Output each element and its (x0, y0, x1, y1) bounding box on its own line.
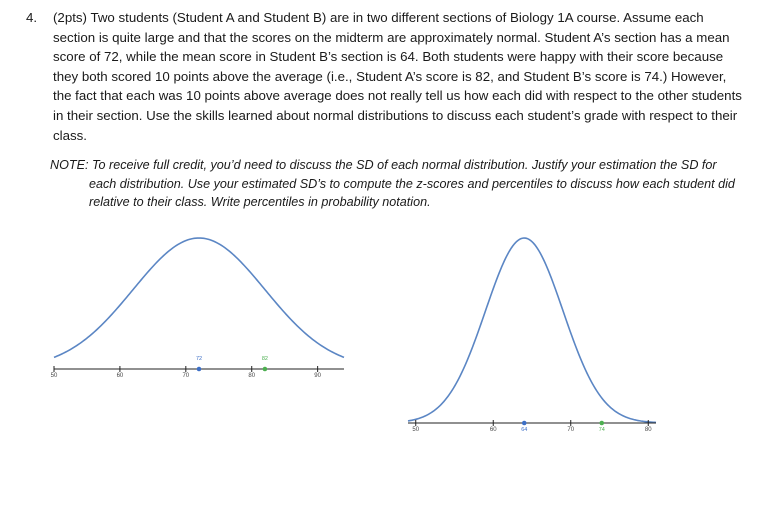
note-block (50, 156, 740, 212)
mean-point-label: 72 (195, 356, 203, 362)
tick-label: 50 (50, 373, 58, 379)
tick-label: 70 (182, 373, 190, 379)
mean-point (522, 421, 527, 426)
question-text: (2pts) Two students (Student A and Student B) are in two different sections of Biology 1A course. Assume each section is quite large and that the scores on the midterm are approximately normal. Student A’s section has a mean score of 72, while the mean score in Student B’s section is 64. Both students were happy with their score because they both scored 10 points above the average (i.e., Student A’s score is 82, and Student B’s score is 74.) However, the fact that each was 10 points above average does not really tell us how each did with respect to the other students in their section. Use the skills learned about normal distributions to discuss each student’s grade with respect to their class. (53, 10, 742, 143)
tick-label: 70 (567, 427, 575, 433)
chart-a-normal-curve (54, 238, 344, 357)
note-rest: each distribution. Use your estimated SD’s to compute the z-scores and percentiles to discuss how each student did relative to their class. Write percentiles in probability notation. (89, 176, 735, 210)
score-point-label: 82 (261, 356, 268, 362)
score-point (599, 421, 604, 426)
chart-student-b (400, 228, 670, 448)
tick-label: 90 (314, 373, 321, 379)
tick-label: 80 (248, 373, 256, 379)
tick-label: 80 (644, 427, 652, 433)
question-number: 4. (26, 10, 38, 25)
score-point (263, 367, 268, 372)
note-first-line: NOTE: To receive full credit, you’d need to discuss the SD of each normal distribution. Justify your estimation the SD for (50, 158, 717, 172)
mean-point-label: 64 (521, 427, 528, 433)
tick-label: 60 (489, 427, 497, 433)
question-block (26, 8, 748, 145)
tick-label: 50 (412, 427, 420, 433)
chart-student-a (50, 228, 350, 388)
mean-point (197, 367, 202, 372)
score-point-label: 74 (598, 427, 605, 433)
chart-b-normal-curve (408, 238, 656, 422)
tick-label: 60 (116, 373, 124, 379)
